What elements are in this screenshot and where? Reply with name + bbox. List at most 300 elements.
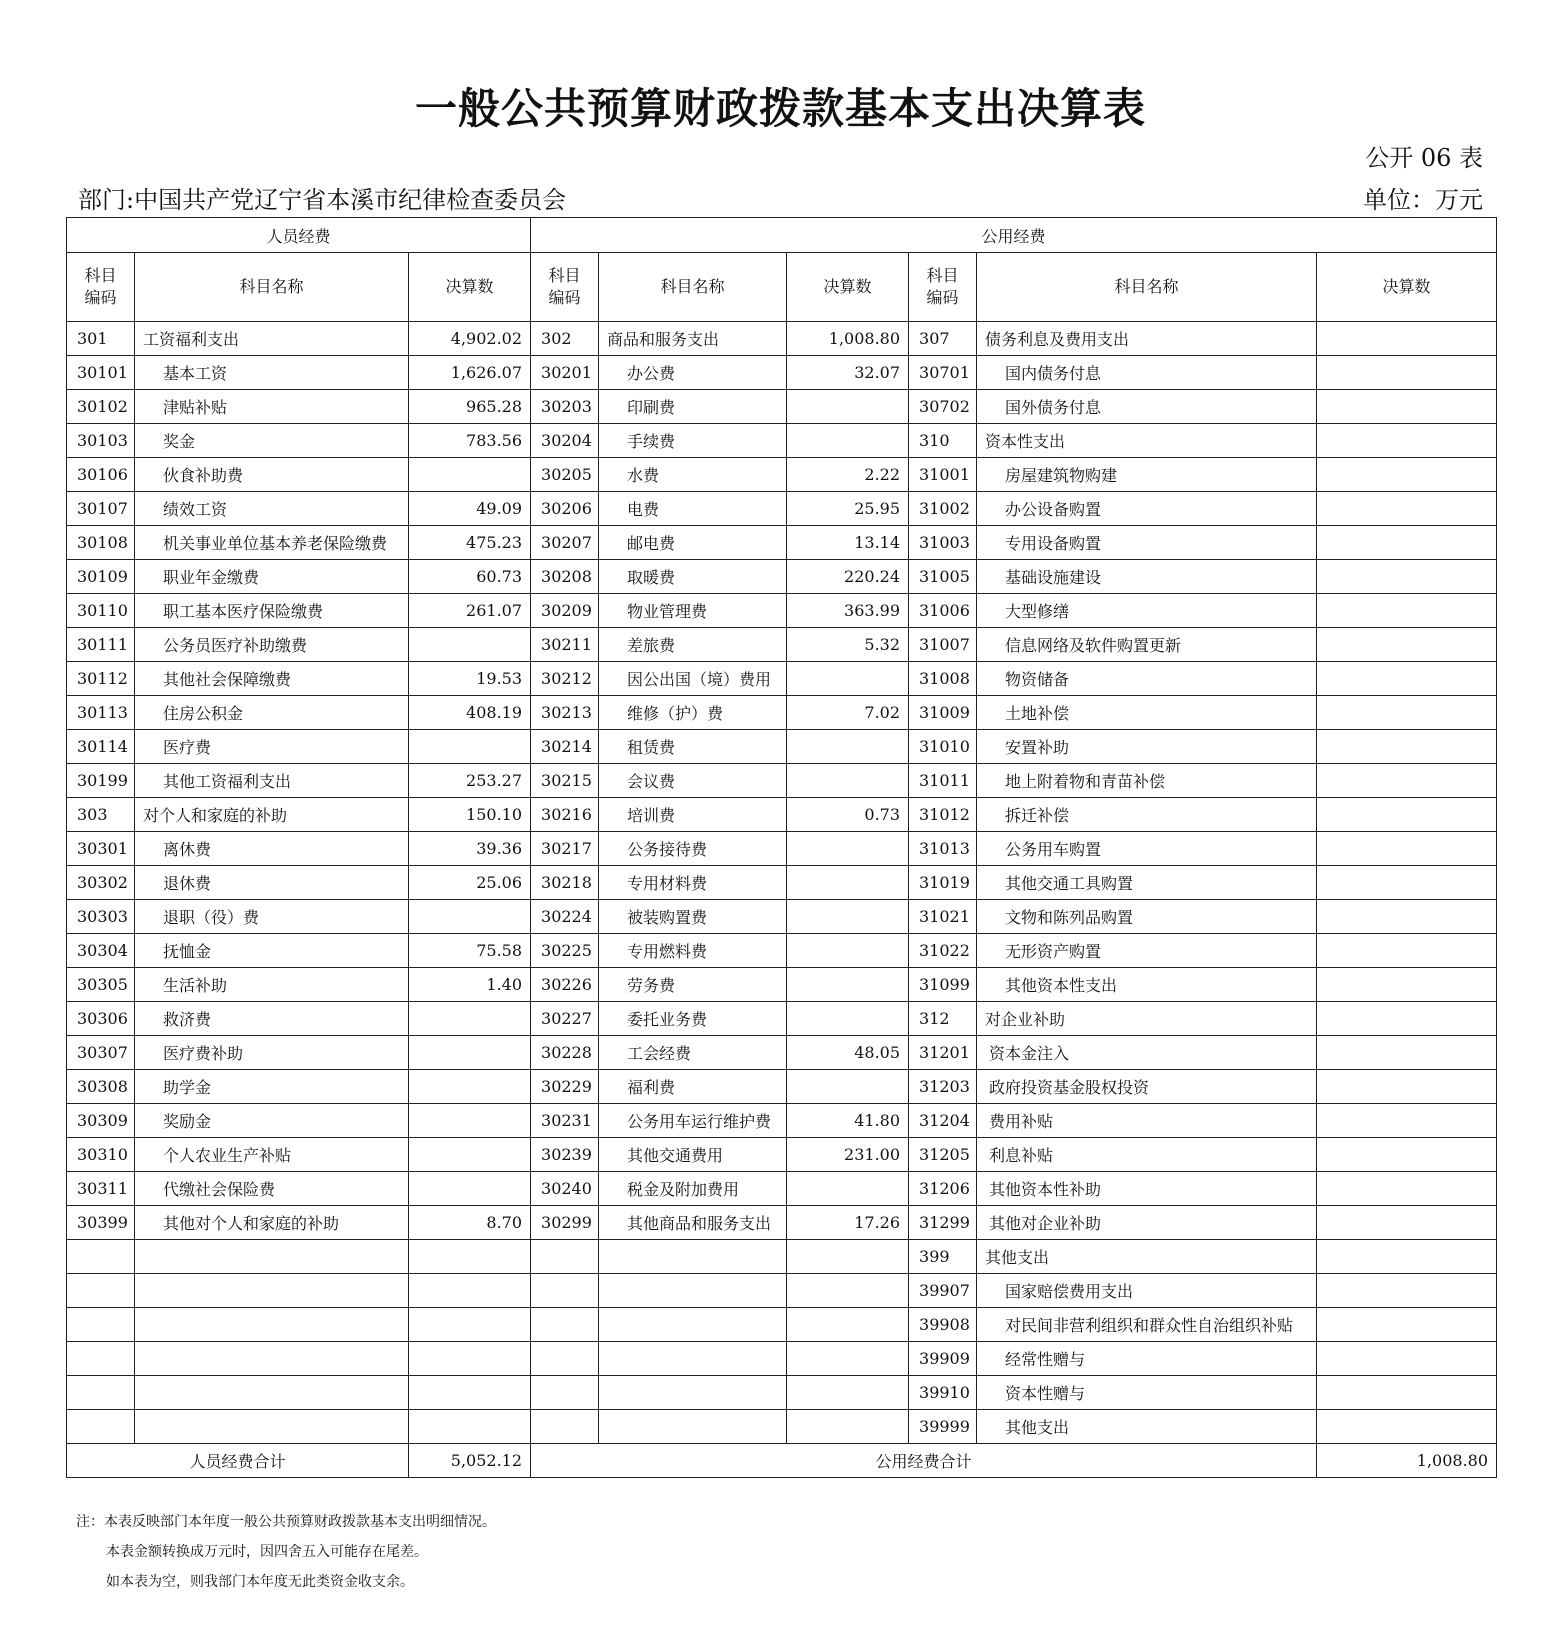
subject-code: 30110 xyxy=(67,594,135,628)
amount-cell xyxy=(787,1002,909,1036)
subject-name: 绩效工资 xyxy=(135,492,409,526)
subject-name: 公务用车运行维护费 xyxy=(599,1104,787,1138)
page-title: 一般公共预算财政拨款基本支出决算表 xyxy=(414,84,1146,133)
subject-code: 30215 xyxy=(531,764,599,798)
subject-name: 其他社会保障缴费 xyxy=(135,662,409,696)
table-row xyxy=(67,356,1497,390)
table-row xyxy=(67,322,1497,356)
subject-name: 其他资本性支出 xyxy=(977,968,1317,1002)
subject-code: 30227 xyxy=(531,1002,599,1036)
amount-cell xyxy=(1317,1070,1497,1104)
subject-code: 30103 xyxy=(67,424,135,458)
subject-name: 基础设施建设 xyxy=(977,560,1317,594)
subject-code xyxy=(531,1342,599,1376)
subject-name: 差旅费 xyxy=(599,628,787,662)
subject-name xyxy=(599,1308,787,1342)
subject-code: 30112 xyxy=(67,662,135,696)
subject-name: 委托业务费 xyxy=(599,1002,787,1036)
subject-code: 30204 xyxy=(531,424,599,458)
amount-cell: 408.19 xyxy=(409,696,531,730)
subject-code: 312 xyxy=(909,1002,977,1036)
subject-name xyxy=(135,1376,409,1410)
subject-name: 其他交通费用 xyxy=(599,1138,787,1172)
subject-code: 30206 xyxy=(531,492,599,526)
subject-code: 31006 xyxy=(909,594,977,628)
amount-cell xyxy=(409,900,531,934)
subject-code: 30301 xyxy=(67,832,135,866)
amount-cell xyxy=(409,1240,531,1274)
col-header-name: 科目名称 xyxy=(977,253,1317,322)
subject-code: 30199 xyxy=(67,764,135,798)
amount-cell xyxy=(1317,560,1497,594)
subject-name: 生活补助 xyxy=(135,968,409,1002)
amount-cell: 220.24 xyxy=(787,560,909,594)
amount-cell: 32.07 xyxy=(787,356,909,390)
subject-code xyxy=(67,1308,135,1342)
footnote: 如本表为空，则我部门本年度无此类资金收支余。 xyxy=(106,1574,414,1590)
subject-name: 土地补偿 xyxy=(977,696,1317,730)
subject-code: 31013 xyxy=(909,832,977,866)
subject-code: 31009 xyxy=(909,696,977,730)
subject-name xyxy=(599,1342,787,1376)
subject-code: 31299 xyxy=(909,1206,977,1240)
subject-code: 30240 xyxy=(531,1172,599,1206)
subject-name: 医疗费 xyxy=(135,730,409,764)
subject-name: 取暖费 xyxy=(599,560,787,594)
footnotes xyxy=(76,1507,496,1597)
subject-code: 30113 xyxy=(67,696,135,730)
subject-code: 30309 xyxy=(67,1104,135,1138)
subject-name: 电费 xyxy=(599,492,787,526)
subject-code: 39910 xyxy=(909,1376,977,1410)
subject-name: 印刷费 xyxy=(599,390,787,424)
table-row xyxy=(67,866,1497,900)
subject-name xyxy=(135,1410,409,1444)
subject-code: 30226 xyxy=(531,968,599,1002)
subject-name xyxy=(135,1342,409,1376)
table-row xyxy=(67,526,1497,560)
amount-cell xyxy=(787,1172,909,1206)
subject-code xyxy=(531,1376,599,1410)
subject-name: 福利费 xyxy=(599,1070,787,1104)
subject-code: 39909 xyxy=(909,1342,977,1376)
group-header-row xyxy=(67,218,1497,253)
amount-cell xyxy=(787,1376,909,1410)
table-row xyxy=(67,1036,1497,1070)
subject-name: 资本性赠与 xyxy=(977,1376,1317,1410)
subject-name: 医疗费补助 xyxy=(135,1036,409,1070)
table-row xyxy=(67,832,1497,866)
amount-cell xyxy=(787,424,909,458)
table-row xyxy=(67,1376,1497,1410)
subject-code: 31201 xyxy=(909,1036,977,1070)
subject-name: 对企业补助 xyxy=(977,1002,1317,1036)
amount-cell xyxy=(1317,934,1497,968)
amount-cell xyxy=(409,1342,531,1376)
personnel-total-value: 5,052.12 xyxy=(409,1444,531,1478)
subject-code: 31206 xyxy=(909,1172,977,1206)
amount-cell xyxy=(787,1240,909,1274)
table-row xyxy=(67,1308,1497,1342)
subject-name: 其他对个人和家庭的补助 xyxy=(135,1206,409,1240)
amount-cell xyxy=(787,866,909,900)
table-row xyxy=(67,934,1497,968)
col-header-name: 科目名称 xyxy=(599,253,787,322)
subject-name xyxy=(135,1240,409,1274)
subject-code: 30218 xyxy=(531,866,599,900)
amount-cell: 1,008.80 xyxy=(787,322,909,356)
amount-cell xyxy=(1317,322,1497,356)
table-row xyxy=(67,1206,1497,1240)
amount-cell xyxy=(1317,798,1497,832)
subject-name: 维修（护）费 xyxy=(599,696,787,730)
subject-name: 其他工资福利支出 xyxy=(135,764,409,798)
amount-cell: 4,902.02 xyxy=(409,322,531,356)
amount-cell: 783.56 xyxy=(409,424,531,458)
table-row xyxy=(67,1138,1497,1172)
subject-code: 30307 xyxy=(67,1036,135,1070)
subject-name: 专用设备购置 xyxy=(977,526,1317,560)
amount-cell: 475.23 xyxy=(409,526,531,560)
amount-cell xyxy=(1317,662,1497,696)
subject-code: 39907 xyxy=(909,1274,977,1308)
amount-cell xyxy=(409,1036,531,1070)
col-header-name: 科目名称 xyxy=(135,253,409,322)
amount-cell xyxy=(1317,1206,1497,1240)
subject-code: 30205 xyxy=(531,458,599,492)
subject-name: 退职（役）费 xyxy=(135,900,409,934)
subject-name: 大型修缮 xyxy=(977,594,1317,628)
subject-code: 30239 xyxy=(531,1138,599,1172)
subject-name: 资本性支出 xyxy=(977,424,1317,458)
subject-name: 工资福利支出 xyxy=(135,322,409,356)
subject-code: 31203 xyxy=(909,1070,977,1104)
amount-cell xyxy=(787,730,909,764)
amount-cell xyxy=(1317,424,1497,458)
subject-name xyxy=(135,1308,409,1342)
amount-cell: 0.73 xyxy=(787,798,909,832)
subject-code: 39908 xyxy=(909,1308,977,1342)
subject-name: 津贴补贴 xyxy=(135,390,409,424)
table-row xyxy=(67,1240,1497,1274)
subject-code: 30106 xyxy=(67,458,135,492)
personnel-total-label: 人员经费合计 xyxy=(67,1444,409,1478)
subject-name: 物业管理费 xyxy=(599,594,787,628)
subject-code: 301 xyxy=(67,322,135,356)
amount-cell: 1.40 xyxy=(409,968,531,1002)
amount-cell xyxy=(409,458,531,492)
subject-name: 离休费 xyxy=(135,832,409,866)
expenditure-table xyxy=(66,217,1497,1478)
subject-code: 30306 xyxy=(67,1002,135,1036)
subject-code: 30217 xyxy=(531,832,599,866)
subject-name: 商品和服务支出 xyxy=(599,322,787,356)
subject-code xyxy=(531,1410,599,1444)
subject-name: 救济费 xyxy=(135,1002,409,1036)
subject-code: 30311 xyxy=(67,1172,135,1206)
table-row xyxy=(67,458,1497,492)
amount-cell xyxy=(1317,458,1497,492)
table-row xyxy=(67,1104,1497,1138)
amount-cell xyxy=(787,934,909,968)
subject-code: 39999 xyxy=(909,1410,977,1444)
table-row xyxy=(67,1172,1497,1206)
subject-code: 31021 xyxy=(909,900,977,934)
amount-cell xyxy=(1317,1274,1497,1308)
amount-cell xyxy=(1317,492,1497,526)
amount-cell xyxy=(1317,832,1497,866)
subject-code: 30213 xyxy=(531,696,599,730)
group-header-public: 公用经费 xyxy=(531,218,1497,253)
subject-name: 文物和陈列品购置 xyxy=(977,900,1317,934)
amount-cell: 60.73 xyxy=(409,560,531,594)
subject-name: 被装购置费 xyxy=(599,900,787,934)
amount-cell: 39.36 xyxy=(409,832,531,866)
amount-cell xyxy=(409,1138,531,1172)
amount-cell xyxy=(1317,1240,1497,1274)
subject-name: 抚恤金 xyxy=(135,934,409,968)
subject-name: 伙食补助费 xyxy=(135,458,409,492)
subject-code: 30225 xyxy=(531,934,599,968)
table-row xyxy=(67,560,1497,594)
subject-name: 其他资本性补助 xyxy=(977,1172,1317,1206)
amount-cell: 2.22 xyxy=(787,458,909,492)
subject-name: 债务利息及费用支出 xyxy=(977,322,1317,356)
subject-name: 奖金 xyxy=(135,424,409,458)
amount-cell: 48.05 xyxy=(787,1036,909,1070)
subject-name xyxy=(599,1240,787,1274)
amount-cell xyxy=(1317,1308,1497,1342)
col-header-code: 科目 编码 xyxy=(67,253,135,322)
subject-name: 代缴社会保险费 xyxy=(135,1172,409,1206)
subject-code: 30305 xyxy=(67,968,135,1002)
subject-code: 302 xyxy=(531,322,599,356)
subject-name: 水费 xyxy=(599,458,787,492)
amount-cell xyxy=(787,1274,909,1308)
subject-code: 31204 xyxy=(909,1104,977,1138)
amount-cell xyxy=(1317,696,1497,730)
subject-name: 职业年金缴费 xyxy=(135,560,409,594)
subject-name: 职工基本医疗保险缴费 xyxy=(135,594,409,628)
amount-cell xyxy=(1317,594,1497,628)
subject-name: 资本金注入 xyxy=(977,1036,1317,1070)
table-row xyxy=(67,1410,1497,1444)
amount-cell xyxy=(1317,1410,1497,1444)
subject-name: 其他支出 xyxy=(977,1240,1317,1274)
subject-name: 国家赔偿费用支出 xyxy=(977,1274,1317,1308)
subject-name: 邮电费 xyxy=(599,526,787,560)
amount-cell xyxy=(1317,1376,1497,1410)
subject-code: 31022 xyxy=(909,934,977,968)
subject-name: 其他商品和服务支出 xyxy=(599,1206,787,1240)
amount-cell xyxy=(409,730,531,764)
subject-code: 30108 xyxy=(67,526,135,560)
amount-cell: 5.32 xyxy=(787,628,909,662)
amount-cell xyxy=(787,832,909,866)
amount-cell xyxy=(1317,866,1497,900)
department-label: 部门:中国共产党辽宁省本溪市纪律检查委员会 xyxy=(78,186,567,214)
amount-cell xyxy=(409,1410,531,1444)
subject-name xyxy=(599,1274,787,1308)
subject-name: 安置补助 xyxy=(977,730,1317,764)
subject-code xyxy=(67,1410,135,1444)
amount-cell xyxy=(409,628,531,662)
subject-name: 费用补贴 xyxy=(977,1104,1317,1138)
subject-name: 政府投资基金股权投资 xyxy=(977,1070,1317,1104)
subject-code: 30310 xyxy=(67,1138,135,1172)
subject-name xyxy=(599,1376,787,1410)
subject-name: 对民间非营利组织和群众性自治组织补贴 xyxy=(977,1308,1317,1342)
amount-cell xyxy=(787,662,909,696)
amount-cell: 965.28 xyxy=(409,390,531,424)
subject-name: 奖励金 xyxy=(135,1104,409,1138)
subject-code: 31099 xyxy=(909,968,977,1002)
subject-code: 31005 xyxy=(909,560,977,594)
subject-name: 培训费 xyxy=(599,798,787,832)
amount-cell xyxy=(787,900,909,934)
table-row xyxy=(67,730,1497,764)
subject-code: 30208 xyxy=(531,560,599,594)
table-row xyxy=(67,492,1497,526)
table-number: 公开 06 表 xyxy=(1365,144,1483,172)
subject-code: 30399 xyxy=(67,1206,135,1240)
amount-cell xyxy=(1317,1002,1497,1036)
subject-code: 31012 xyxy=(909,798,977,832)
subject-code: 31008 xyxy=(909,662,977,696)
amount-cell xyxy=(787,764,909,798)
subject-code: 30209 xyxy=(531,594,599,628)
subject-code xyxy=(67,1342,135,1376)
subject-code: 30201 xyxy=(531,356,599,390)
amount-cell: 253.27 xyxy=(409,764,531,798)
subject-code: 31002 xyxy=(909,492,977,526)
subject-name: 其他支出 xyxy=(977,1410,1317,1444)
subject-code: 30102 xyxy=(67,390,135,424)
subject-name xyxy=(599,1410,787,1444)
subject-name: 办公设备购置 xyxy=(977,492,1317,526)
amount-cell xyxy=(1317,1342,1497,1376)
subject-name: 公务员医疗补助缴费 xyxy=(135,628,409,662)
amount-cell: 19.53 xyxy=(409,662,531,696)
subject-name: 公务接待费 xyxy=(599,832,787,866)
subject-code: 30107 xyxy=(67,492,135,526)
subject-name: 手续费 xyxy=(599,424,787,458)
subject-name: 利息补贴 xyxy=(977,1138,1317,1172)
subject-code: 30114 xyxy=(67,730,135,764)
table-row xyxy=(67,968,1497,1002)
amount-cell: 41.80 xyxy=(787,1104,909,1138)
col-header-code: 科目 编码 xyxy=(909,253,977,322)
subject-name: 其他对企业补助 xyxy=(977,1206,1317,1240)
amount-cell xyxy=(409,1104,531,1138)
amount-cell: 261.07 xyxy=(409,594,531,628)
totals-row xyxy=(67,1444,1497,1478)
subject-code: 31007 xyxy=(909,628,977,662)
subject-code: 30302 xyxy=(67,866,135,900)
subject-code xyxy=(531,1308,599,1342)
subject-code: 30111 xyxy=(67,628,135,662)
amount-cell xyxy=(787,1070,909,1104)
footnote: 注：本表反映部门本年度一般公共预算财政拨款基本支出明细情况。 xyxy=(76,1514,496,1530)
amount-cell xyxy=(1317,628,1497,662)
amount-cell: 7.02 xyxy=(787,696,909,730)
amount-cell xyxy=(1317,900,1497,934)
subject-name: 信息网络及软件购置更新 xyxy=(977,628,1317,662)
subject-code: 30304 xyxy=(67,934,135,968)
amount-cell xyxy=(409,1172,531,1206)
subject-name: 地上附着物和青苗补偿 xyxy=(977,764,1317,798)
amount-cell xyxy=(1317,764,1497,798)
subject-code: 30228 xyxy=(531,1036,599,1070)
public-total-value: 1,008.80 xyxy=(1317,1444,1497,1478)
amount-cell: 1,626.07 xyxy=(409,356,531,390)
subject-name: 对个人和家庭的补助 xyxy=(135,798,409,832)
public-total-label: 公用经费合计 xyxy=(531,1444,1317,1478)
amount-cell xyxy=(1317,1036,1497,1070)
subject-code: 30229 xyxy=(531,1070,599,1104)
subject-code: 30211 xyxy=(531,628,599,662)
amount-cell xyxy=(787,390,909,424)
subject-name: 经常性赠与 xyxy=(977,1342,1317,1376)
subject-code: 31003 xyxy=(909,526,977,560)
table-row xyxy=(67,628,1497,662)
amount-cell xyxy=(787,1308,909,1342)
table-row xyxy=(67,390,1497,424)
amount-cell xyxy=(787,1410,909,1444)
subject-name xyxy=(135,1274,409,1308)
amount-cell xyxy=(1317,730,1497,764)
subject-name: 物资储备 xyxy=(977,662,1317,696)
subject-code: 30702 xyxy=(909,390,977,424)
subject-name: 劳务费 xyxy=(599,968,787,1002)
amount-cell: 150.10 xyxy=(409,798,531,832)
amount-cell xyxy=(1317,1138,1497,1172)
subject-code: 30299 xyxy=(531,1206,599,1240)
amount-cell xyxy=(1317,356,1497,390)
amount-cell: 49.09 xyxy=(409,492,531,526)
subject-name: 专用燃料费 xyxy=(599,934,787,968)
table-row xyxy=(67,594,1497,628)
amount-cell: 17.26 xyxy=(787,1206,909,1240)
subject-name: 助学金 xyxy=(135,1070,409,1104)
amount-cell: 75.58 xyxy=(409,934,531,968)
amount-cell: 13.14 xyxy=(787,526,909,560)
amount-cell: 25.95 xyxy=(787,492,909,526)
subject-code: 30109 xyxy=(67,560,135,594)
amount-cell xyxy=(787,1342,909,1376)
subject-code: 30214 xyxy=(531,730,599,764)
amount-cell xyxy=(409,1376,531,1410)
subject-name: 其他交通工具购置 xyxy=(977,866,1317,900)
subject-code: 30101 xyxy=(67,356,135,390)
subject-code: 30308 xyxy=(67,1070,135,1104)
subject-code: 31019 xyxy=(909,866,977,900)
subject-name: 因公出国（境）费用 xyxy=(599,662,787,696)
subject-name: 拆迁补偿 xyxy=(977,798,1317,832)
subject-name: 会议费 xyxy=(599,764,787,798)
subject-name: 住房公积金 xyxy=(135,696,409,730)
table-row xyxy=(67,900,1497,934)
table-row xyxy=(67,1342,1497,1376)
subject-name: 公务用车购置 xyxy=(977,832,1317,866)
amount-cell xyxy=(787,968,909,1002)
subject-name: 机关事业单位基本养老保险缴费 xyxy=(135,526,409,560)
col-header-amount: 决算数 xyxy=(1317,253,1497,322)
unit-label: 单位：万元 xyxy=(1363,186,1483,214)
subject-name: 租赁费 xyxy=(599,730,787,764)
subject-code xyxy=(531,1274,599,1308)
subject-name: 退休费 xyxy=(135,866,409,900)
